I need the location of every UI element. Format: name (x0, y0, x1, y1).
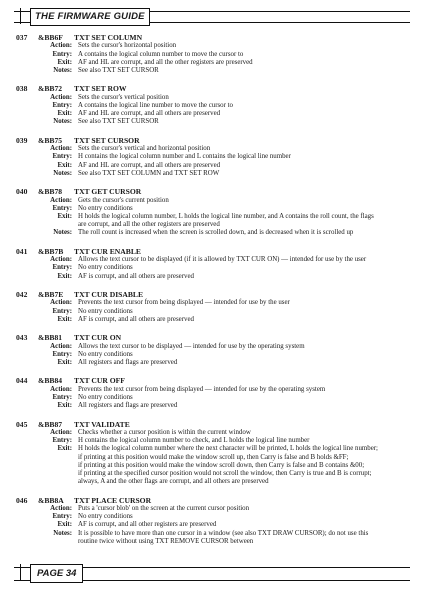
exit-text: AF is corrupt, and all others are preserved (78, 272, 194, 280)
field-row (16, 538, 408, 546)
header-notch (20, 8, 29, 24)
page-number: PAGE 34 (30, 564, 83, 583)
entry-title-row (16, 33, 408, 42)
entry-text: No entry conditions (78, 394, 133, 402)
firmware-entry (16, 290, 408, 324)
field-row (16, 213, 408, 221)
entry-name: TXT CUR DISABLE (74, 290, 144, 300)
exit-text: AF and HL are corrupt, and all the other registers are preserved (78, 58, 253, 66)
field-row (16, 145, 408, 153)
firmware-entry (16, 376, 408, 410)
entry-text: No entry conditions (78, 307, 133, 315)
firmware-entry (16, 247, 408, 281)
entry-number: 042 (16, 290, 28, 300)
page-header (14, 8, 410, 26)
entry-text: No entry conditions (78, 350, 133, 358)
exit-text: AF is corrupt, and all others are preserved (78, 315, 194, 323)
field-row (16, 229, 408, 237)
notes-label: Notes: (53, 229, 72, 237)
field-row (16, 205, 408, 213)
exit-text: AF and HL are corrupt, and all others are preserved (78, 161, 221, 169)
action-text: Sets the cursor's horizontal position (78, 42, 177, 50)
label-spacer (16, 221, 78, 229)
continuation-text: if printing at the specified cursor position would not scroll the window, then Carry is true and B is corrupt; (78, 470, 372, 478)
action-text: Puts a 'cursor blob' on the screen at the current cursor position (78, 505, 250, 513)
page-footer (14, 563, 410, 585)
entry-address: &BB7B (38, 246, 64, 256)
action-label: Action: (50, 145, 72, 153)
entry-title-row (16, 136, 408, 145)
entry-address: &BB84 (38, 376, 63, 386)
entry-address: &BB6F (38, 33, 63, 42)
entry-label: Entry: (52, 102, 72, 110)
field-row (16, 343, 408, 351)
entry-label: Entry: (52, 350, 72, 358)
entry-text: A contains the logical column number to move the cursor to (78, 50, 244, 58)
entry-title-row (16, 290, 408, 299)
field-row (16, 162, 408, 170)
action-label: Action: (50, 385, 72, 393)
entry-number: 038 (16, 84, 28, 94)
field-row (16, 59, 408, 67)
continuation-text: are corrupt, and all the other registers are preserved (78, 221, 220, 229)
entry-number: 037 (16, 33, 28, 42)
action-label: Action: (50, 505, 72, 513)
entry-label: Entry: (52, 264, 72, 272)
entry-name: TXT SET COLUMN (74, 33, 143, 42)
firmware-entry (16, 136, 408, 178)
notes-label: Notes: (53, 169, 72, 177)
entry-address: &BB72 (38, 84, 63, 94)
field-row (16, 299, 408, 307)
notes-text: See also TXT SET CURSOR (78, 67, 159, 75)
field-row (16, 316, 408, 324)
entry-number: 046 (16, 495, 28, 505)
field-row (16, 110, 408, 118)
exit-label: Exit: (57, 521, 72, 529)
continuation-text: if printing at this position would make the window scroll up, then Carry is false and B holds &FF; (78, 453, 349, 461)
action-text: Allows the text cursor to be displayed (if it is allowed by TXT CUR ON) — intended for use by the user (78, 256, 367, 264)
field-row (16, 221, 408, 229)
continuation-text: routine twice without using TXT REMOVE CURSOR between (78, 537, 254, 545)
entry-name: TXT CUR ENABLE (74, 246, 141, 256)
entry-title-row (16, 420, 408, 429)
entry-title-row (16, 84, 408, 93)
field-row (16, 118, 408, 126)
field-row (16, 505, 408, 513)
entry-label: Entry: (52, 153, 72, 161)
firmware-entry (16, 33, 408, 75)
entry-name: TXT VALIDATE (74, 419, 130, 429)
field-row (16, 264, 408, 272)
firmware-entry (16, 187, 408, 237)
action-label: Action: (50, 42, 72, 50)
field-row (16, 102, 408, 110)
action-text: Sets the cursor's vertical and horizontal position (78, 145, 211, 153)
field-row (16, 429, 408, 437)
entry-label: Entry: (52, 204, 72, 212)
field-row (16, 445, 408, 453)
entry-label: Entry: (52, 394, 72, 402)
action-text: Gets the cursor's current position (78, 196, 169, 204)
entry-name: TXT GET CURSOR (74, 187, 142, 197)
exit-label: Exit: (57, 110, 72, 118)
entry-number: 044 (16, 376, 28, 386)
entry-name: TXT CUR ON (74, 333, 122, 343)
label-spacer (16, 462, 78, 470)
continuation-text: always, A and the other flags are corrupt, and all others are preserved (78, 478, 269, 486)
entry-text: No entry conditions (78, 204, 133, 212)
entry-title-row (16, 247, 408, 256)
entry-address: &BB78 (38, 187, 63, 197)
action-text: Prevents the text cursor from being displayed — intended for use by the user (78, 299, 290, 307)
entry-address: &BB87 (38, 419, 63, 429)
action-label: Action: (50, 342, 72, 350)
notes-label: Notes: (53, 118, 72, 126)
firmware-entry (16, 496, 408, 546)
entry-name: TXT PLACE CURSOR (74, 495, 152, 505)
firmware-entry (16, 84, 408, 126)
label-spacer (16, 538, 78, 546)
field-row (16, 170, 408, 178)
field-row (16, 402, 408, 410)
header-title: THE FIRMWARE GUIDE (30, 8, 150, 26)
entry-name: TXT CUR OFF (74, 376, 125, 386)
entry-address: &BB7E (38, 290, 64, 300)
action-label: Action: (50, 256, 72, 264)
entry-text: H contains the logical column number and L contains the logical line number (78, 153, 291, 161)
entry-number: 039 (16, 135, 28, 145)
entry-text: A contains the logical line number to move the cursor to (78, 102, 234, 110)
entry-label: Entry: (52, 50, 72, 58)
notes-text: It is possible to have more than one cursor in a window (see also TXT DRAW CURSOR); do not use this (78, 529, 369, 537)
field-row (16, 462, 408, 470)
action-text: Checks whether a cursor position is within the current window (78, 429, 251, 437)
exit-label: Exit: (57, 272, 72, 280)
entry-number: 043 (16, 333, 28, 343)
action-label: Action: (50, 429, 72, 437)
entry-title-row (16, 333, 408, 342)
entry-title-row (16, 376, 408, 385)
field-row (16, 67, 408, 75)
label-spacer (16, 470, 78, 478)
exit-label: Exit: (57, 213, 72, 221)
entry-name: TXT SET CURSOR (74, 135, 140, 145)
notes-text: See also TXT SET COLUMN and TXT SET ROW (78, 169, 220, 177)
entry-label: Entry: (52, 513, 72, 521)
notes-text: The roll count is increased when the screen is scrolled down, and is decreased when it is scrolled up (78, 229, 354, 237)
field-row (16, 42, 408, 50)
entry-text: No entry conditions (78, 513, 133, 521)
entry-number: 040 (16, 187, 28, 197)
field-row (16, 308, 408, 316)
action-label: Action: (50, 299, 72, 307)
field-row (16, 386, 408, 394)
entry-title-row (16, 187, 408, 196)
exit-text: H holds the logical column number where the next character will be printed, L holds the logical line number; (78, 445, 378, 453)
field-row (16, 51, 408, 59)
footer-notch (20, 564, 29, 581)
field-row (16, 256, 408, 264)
entry-address: &BB8A (38, 495, 64, 505)
exit-text: All registers and flags are preserved (78, 359, 178, 367)
field-row (16, 153, 408, 161)
exit-label: Exit: (57, 315, 72, 323)
entry-name: TXT SET ROW (74, 84, 127, 94)
exit-label: Exit: (57, 402, 72, 410)
field-row (16, 94, 408, 102)
entry-number: 045 (16, 419, 28, 429)
notes-text: See also TXT SET CURSOR (78, 118, 159, 126)
label-spacer (16, 478, 78, 486)
entry-title-row (16, 496, 408, 505)
label-spacer (16, 454, 78, 462)
field-row (16, 394, 408, 402)
action-label: Action: (50, 196, 72, 204)
field-row (16, 273, 408, 281)
action-text: Sets the cursor's vertical position (78, 93, 169, 101)
exit-text: AF is corrupt, and all other registers are preserved (78, 521, 217, 529)
entry-text: No entry conditions (78, 264, 133, 272)
exit-label: Exit: (57, 359, 72, 367)
exit-label: Exit: (57, 445, 72, 453)
exit-text: All registers and flags are preserved (78, 402, 178, 410)
field-row (16, 521, 408, 529)
field-row (16, 359, 408, 367)
entry-address: &BB75 (38, 135, 63, 145)
entry-text: H contains the logical column number to check, and L holds the logical line number (78, 437, 310, 445)
firmware-entries (16, 33, 408, 555)
exit-text: H holds the logical column number, L holds the logical line number, and A contains the roll count, the flags (78, 213, 374, 221)
action-label: Action: (50, 93, 72, 101)
field-row (16, 513, 408, 521)
field-row (16, 530, 408, 538)
entry-number: 041 (16, 246, 28, 256)
field-row (16, 454, 408, 462)
field-row (16, 437, 408, 445)
field-row (16, 197, 408, 205)
action-text: Prevents the text cursor from being displayed — intended for use by the operating system (78, 385, 326, 393)
field-row (16, 470, 408, 478)
notes-label: Notes: (53, 67, 72, 75)
entry-label: Entry: (52, 437, 72, 445)
firmware-entry (16, 420, 408, 487)
field-row (16, 351, 408, 359)
action-text: Allows the text cursor to be displayed — intended for use by the operating system (78, 342, 305, 350)
exit-label: Exit: (57, 58, 72, 66)
entry-label: Entry: (52, 307, 72, 315)
exit-text: AF and HL are corrupt, and all others are preserved (78, 110, 221, 118)
firmware-entry (16, 333, 408, 367)
field-row (16, 478, 408, 486)
exit-label: Exit: (57, 161, 72, 169)
entry-address: &BB81 (38, 333, 63, 343)
continuation-text: if printing at this position would make the window scroll down, then Carry is false and B contains &00; (78, 461, 365, 469)
notes-label: Notes: (53, 529, 72, 537)
